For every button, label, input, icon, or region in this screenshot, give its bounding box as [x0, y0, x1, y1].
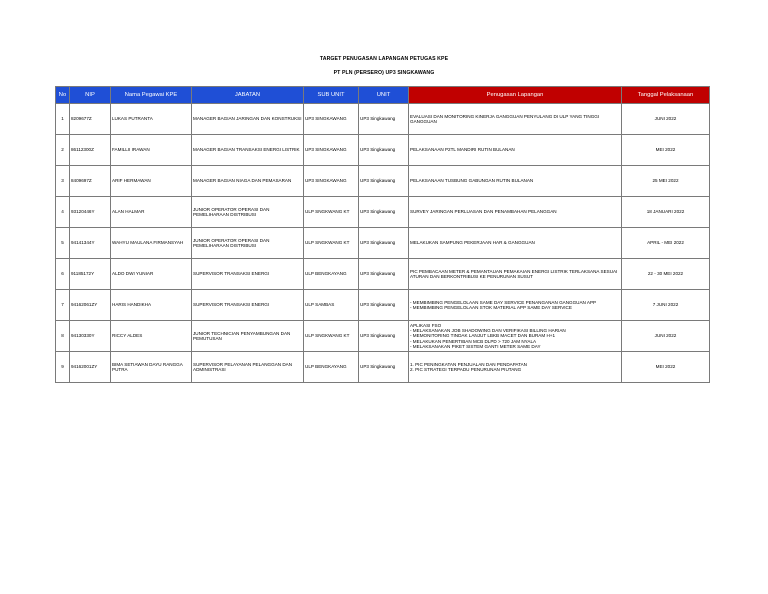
cell-subunit: ULP SNGKWANG KT [304, 321, 359, 352]
cell-penugasan: PELAKSANAAN P2TL MANDIRI RUTIN BULANAN [409, 135, 622, 166]
cell-nip: 93120446Y [70, 197, 111, 228]
cell-subunit: ULP BENGKAYANG [304, 352, 359, 383]
cell-nip: 8409697Z [70, 166, 111, 197]
header-tanggal: Tanggal Pelaksanaan [622, 87, 710, 104]
header-subunit: SUB UNIT [304, 87, 359, 104]
cell-jabatan: JUNIOR TECHNICIAN PENYAMBUNGAN DAN PEMUTUSAN [192, 321, 304, 352]
cell-penugasan: MELAKUKAN SAMPUNG PEKERJAAN HAR & GANGGUAN [409, 228, 622, 259]
header-penugasan: Penugasan Lapangan [409, 87, 622, 104]
cell-no: 9 [56, 352, 70, 383]
cell-no: 3 [56, 166, 70, 197]
cell-penugasan: PIC PEMBACAAN METER & PEMANTAUAN PEMAKAIAN ENERGI LISTRIK TERLAKSANA SESUAI ATURAN DAN BERKONTRIBUSI KE PENURUNAN SUSUT [409, 259, 622, 290]
table-row [56, 104, 710, 135]
cell-unit: UP3 Singkawang [359, 104, 409, 135]
cell-unit: UP3 Singkawang [359, 228, 409, 259]
cell-nip: 94162001ZY [70, 352, 111, 383]
cell-nama: ARIF HERMAWAN [111, 166, 192, 197]
cell-unit: UP3 Singkawang [359, 135, 409, 166]
cell-nama: RICCY ALDES [111, 321, 192, 352]
table-row [56, 197, 710, 228]
cell-jabatan: MANAGER BAGIAN NIAGA DAN PEMASARAN [192, 166, 304, 197]
cell-jabatan: JUNIOR OPERATOR OPERASI DAN PEMELIHARAAN DISTRIBUSI [192, 197, 304, 228]
cell-nama: BIMA SETIAWAN DAYU RANGGA PUTRA [111, 352, 192, 383]
document-subtitle: PT PLN (PERSERO) UP3 SINGKAWANG [333, 70, 435, 76]
cell-penugasan: EVALUASI DAN MONITORING KINERJA GANGGUAN PENYULANG DI ULP YANG TINGGI GANGGUAN [409, 104, 622, 135]
cell-unit: UP3 Singkawang [359, 197, 409, 228]
cell-no: 4 [56, 197, 70, 228]
cell-nip: 8209677Z [70, 104, 111, 135]
cell-tanggal: 18 JANUARI 2022 [622, 197, 710, 228]
cell-nip: 91185172Y [70, 259, 111, 290]
cell-tanggal: JUNI 2022 [622, 321, 710, 352]
cell-nip: 86112300Z [70, 135, 111, 166]
cell-no: 6 [56, 259, 70, 290]
table-row [56, 290, 710, 321]
table-header-row [56, 87, 710, 104]
cell-jabatan: JUNIOR OPERATOR OPERASI DAN PEMELIHARAAN DISTRIBUSI [192, 228, 304, 259]
cell-nama: ALDO DWI YUNIAR [111, 259, 192, 290]
table-row [56, 352, 710, 383]
header-no: No [56, 87, 70, 104]
cell-penugasan: - MEMBIMBING PENGELOLAAN SAME DAY SERVICE PENANGANAN GANGGUAN APP - MEMBIMBING PENGELOLAAN STOK MATERIAL APP SAME DAY SERVICE [409, 290, 622, 321]
cell-unit: UP3 Singkawang [359, 290, 409, 321]
cell-tanggal: 25 MEI 2022 [622, 166, 710, 197]
cell-nama: LUKAS PUTRANTA [111, 104, 192, 135]
cell-penugasan: APLIKASI FSO - MELAKSANAKAN JOB SHADOWING DAN VERIFIKASI BILLING HARIAN - MEMONITORING TINDAK LANJUT LBKB MACET DAN BURAM H+1 - MELAKUKAN PENERTIBAN MCB DLPD > 720 JAM NYALA - MELAKSANAKAN PIKET SISTEM GANTI METER SAME DAY [409, 321, 622, 352]
cell-no: 2 [56, 135, 70, 166]
table-row [56, 259, 710, 290]
cell-nip: 94162061ZY [70, 290, 111, 321]
cell-subunit: ULP SAMBAS [304, 290, 359, 321]
cell-jabatan: SUPERVISOR TRANSAKSI ENERGI [192, 259, 304, 290]
header-nip: NIP [70, 87, 111, 104]
cell-no: 1 [56, 104, 70, 135]
cell-tanggal: 22 - 30 MEI 2022 [622, 259, 710, 290]
cell-jabatan: MANAGER BAGIAN JARINGAN DAN KONSTRUKSI [192, 104, 304, 135]
cell-no: 7 [56, 290, 70, 321]
document-title: TARGET PENUGASAN LAPANGAN PETUGAS KPE [319, 56, 449, 62]
cell-jabatan: SUPERVISOR PELAYANAN PELANGGAN DAN ADMINISTRASI [192, 352, 304, 383]
cell-unit: UP3 Singkawang [359, 352, 409, 383]
cell-penugasan: PELAKSANAAN TUSBUNG GABUNGAN RUTIN BULANAN [409, 166, 622, 197]
cell-tanggal: MEI 2022 [622, 352, 710, 383]
cell-nama: HARIS HANDIKHA [111, 290, 192, 321]
cell-nama: WAHYU MAULANA FIRMANSYAH [111, 228, 192, 259]
cell-tanggal: JUNI 2022 [622, 104, 710, 135]
table-row [56, 166, 710, 197]
cell-subunit: ULP SNGKWANG KT [304, 197, 359, 228]
header-nama: Nama Pegawai KPE [111, 87, 192, 104]
cell-unit: UP3 Singkawang [359, 321, 409, 352]
cell-nama: ALAN HALMAR [111, 197, 192, 228]
cell-nip: 94141344Y [70, 228, 111, 259]
cell-unit: UP3 Singkawang [359, 166, 409, 197]
cell-penugasan: 1. PIC PENINGKATAN PENJUALAN DAN PENDAPATAN 2. PIC STRATEGI TERPADU PENURUNAN PIUTANG [409, 352, 622, 383]
cell-subunit: UP3 SINGKAWANG [304, 166, 359, 197]
table-row [56, 228, 710, 259]
cell-nama: FAMILLII IRAWAN [111, 135, 192, 166]
cell-unit: UP3 Singkawang [359, 259, 409, 290]
cell-no: 5 [56, 228, 70, 259]
cell-subunit: UP3 SINGKAWANG [304, 135, 359, 166]
header-unit: UNIT [359, 87, 409, 104]
cell-nip: 94130330Y [70, 321, 111, 352]
cell-subunit: ULP BENGKAYANG [304, 259, 359, 290]
cell-jabatan: MANAGER BAGIAN TRANSAKSI ENERGI LISTRIK [192, 135, 304, 166]
cell-no: 8 [56, 321, 70, 352]
table-row [56, 135, 710, 166]
cell-subunit: ULP SNGKWANG KT [304, 228, 359, 259]
cell-jabatan: SUPERVISOR TRANSAKSI ENERGI [192, 290, 304, 321]
cell-tanggal: 7 JUNI 2022 [622, 290, 710, 321]
table-row [56, 321, 710, 352]
cell-subunit: UP3 SINGKAWANG [304, 104, 359, 135]
cell-penugasan: SURVEY JARINGAN PERLUASAN DAN PENAMBAHAN PELANGGAN [409, 197, 622, 228]
header-jabatan: JABATAN [192, 87, 304, 104]
cell-tanggal: APRIL - MEI 2022 [622, 228, 710, 259]
cell-tanggal: MEI 2022 [622, 135, 710, 166]
assignment-table [55, 86, 710, 383]
